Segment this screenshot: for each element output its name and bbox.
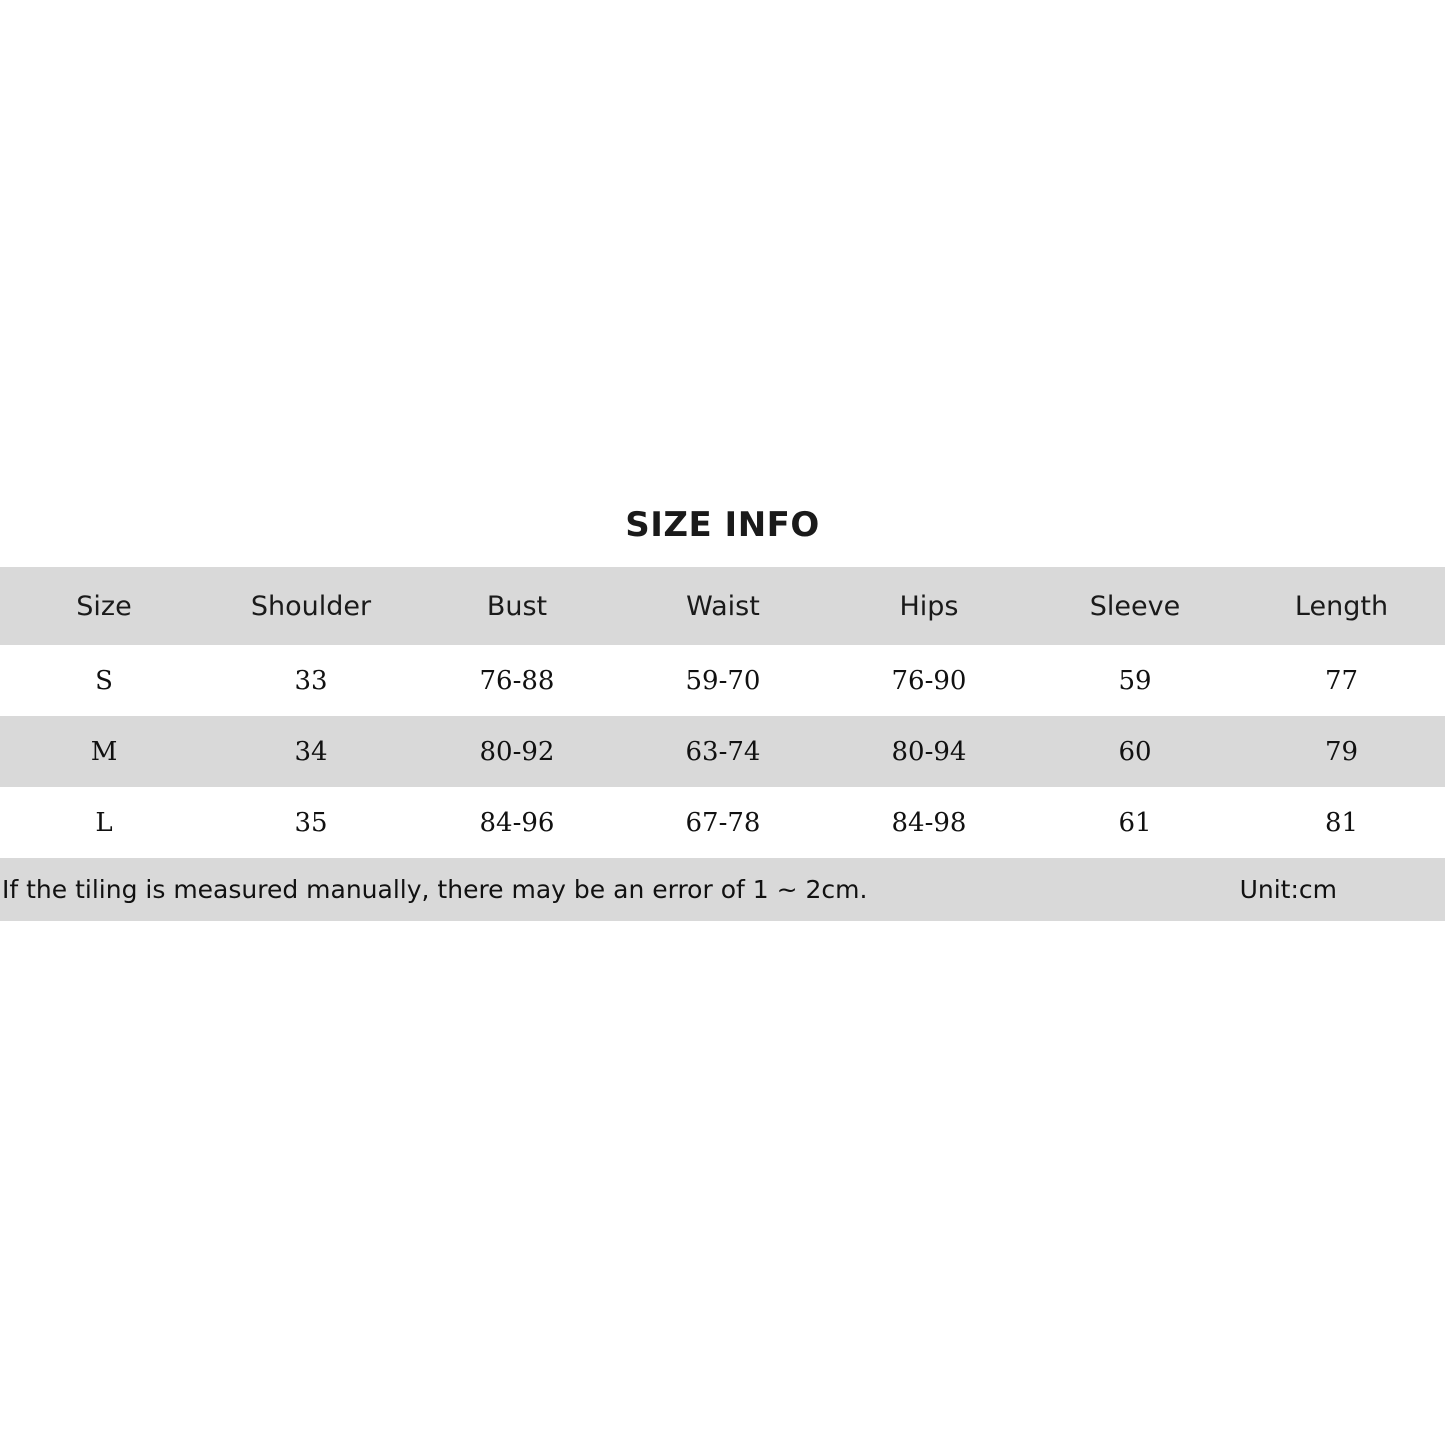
cell-shoulder: 33: [208, 645, 414, 716]
table-header: [0, 567, 1445, 645]
cell-size: L: [0, 787, 208, 858]
cell-hips: 76-90: [826, 645, 1032, 716]
cell-waist: 67-78: [620, 787, 826, 858]
cell-length: 79: [1238, 716, 1445, 787]
cell-shoulder: 34: [208, 716, 414, 787]
cell-size: S: [0, 645, 208, 716]
cell-size: M: [0, 716, 208, 787]
cell-waist: 59-70: [620, 645, 826, 716]
table-footer: [0, 858, 1445, 921]
table-header-row: [0, 567, 1445, 645]
cell-bust: 80-92: [414, 716, 620, 787]
cell-waist: 63-74: [620, 716, 826, 787]
cell-bust: 76-88: [414, 645, 620, 716]
cell-shoulder: 35: [208, 787, 414, 858]
cell-sleeve: 59: [1032, 645, 1238, 716]
column-header-bust: Bust: [414, 567, 620, 645]
column-header-shoulder: Shoulder: [208, 567, 414, 645]
cell-length: 81: [1238, 787, 1445, 858]
cell-hips: 80-94: [826, 716, 1032, 787]
cell-hips: 84-98: [826, 787, 1032, 858]
table-row: [0, 645, 1445, 716]
column-header-hips: Hips: [826, 567, 1032, 645]
size-table: [0, 567, 1445, 858]
cell-bust: 84-96: [414, 787, 620, 858]
size-info-block: [0, 505, 1445, 921]
page-title: SIZE INFO: [625, 505, 820, 545]
measurement-note: If the tiling is measured manually, there may be an error of 1 ~ 2cm.: [2, 875, 868, 904]
cell-length: 77: [1238, 645, 1445, 716]
column-header-sleeve: Sleeve: [1032, 567, 1238, 645]
column-header-waist: Waist: [620, 567, 826, 645]
cell-sleeve: 61: [1032, 787, 1238, 858]
column-header-length: Length: [1238, 567, 1445, 645]
unit-label: Unit:cm: [1239, 875, 1337, 904]
table-row: [0, 716, 1445, 787]
column-header-size: Size: [0, 567, 208, 645]
table-body: [0, 645, 1445, 858]
cell-sleeve: 60: [1032, 716, 1238, 787]
table-row: [0, 787, 1445, 858]
